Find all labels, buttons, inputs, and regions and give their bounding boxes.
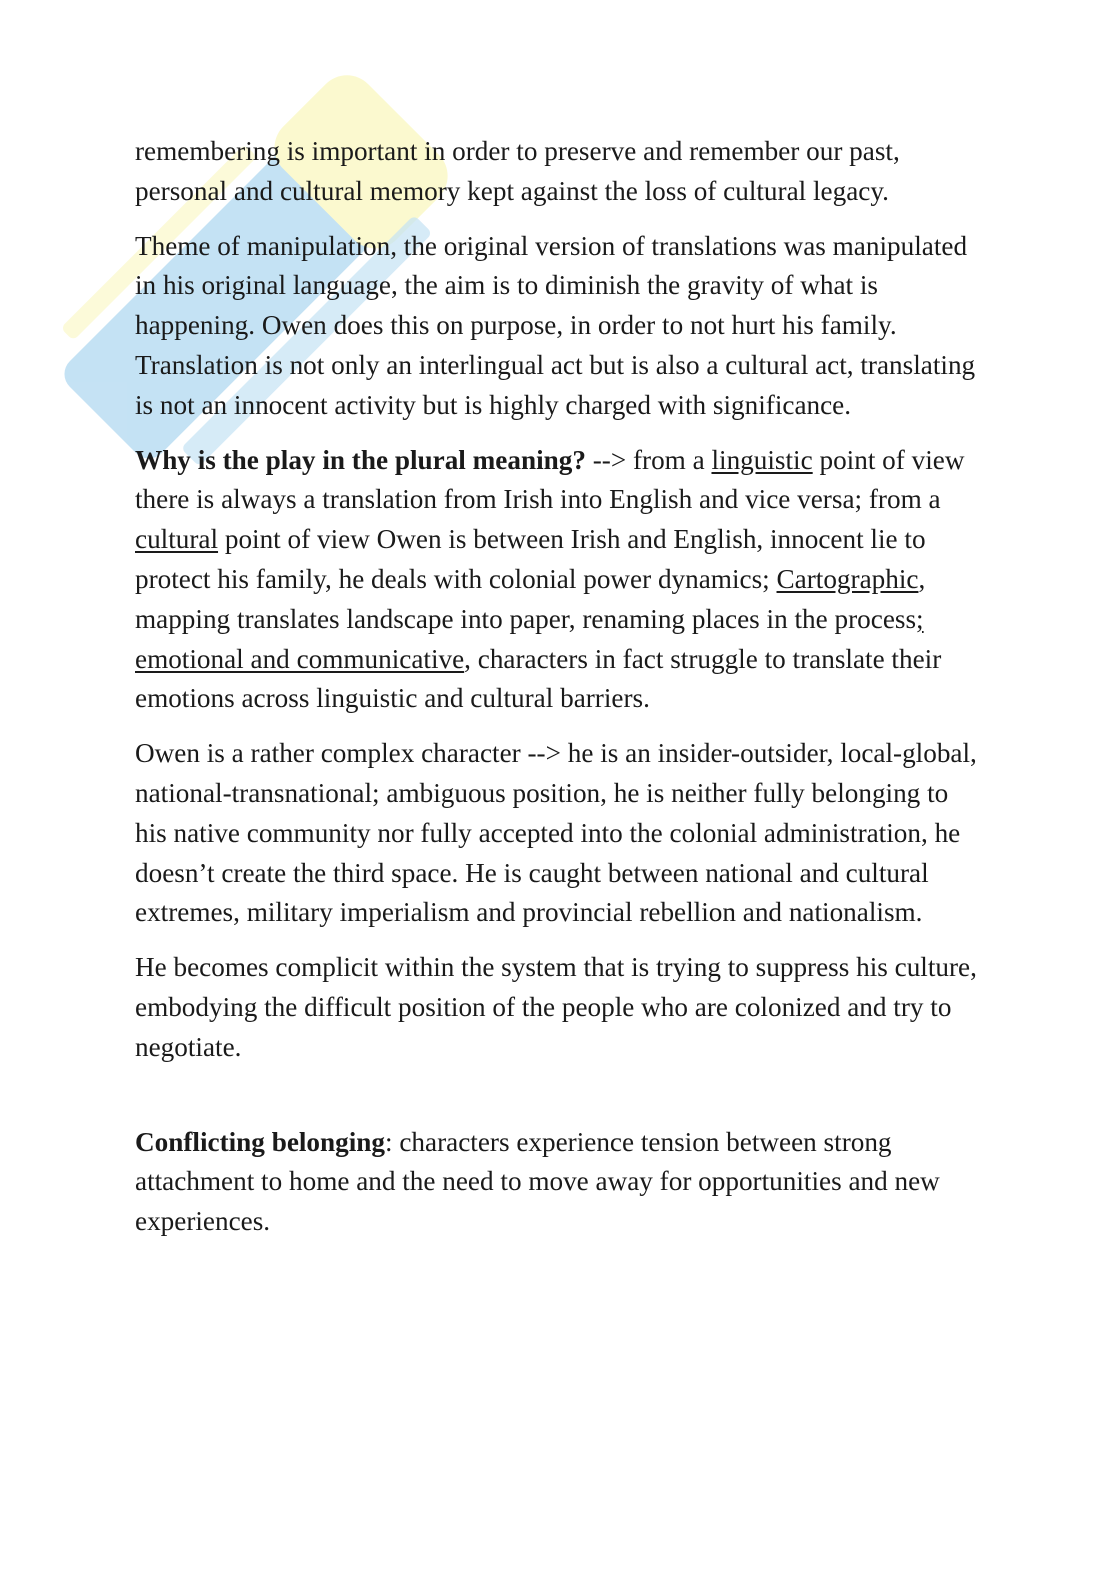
paragraph-owen-character: Owen is a rather complex character --> he is an insider-outsider, local-global, national-transnational; ambiguous position, he is neither fully belonging to his native community nor fully accepted into the colonial administration, he doesn’t create the third space. He is caught between national and cultural extremes, military imperialism and provincial rebellion and nationalism. (135, 738, 977, 928)
paragraph-memory: remembering is important in order to preserve and remember our past, personal and cultural memory kept against the loss of cultural legacy. (135, 136, 900, 206)
underlined-linguistic: linguistic (711, 444, 813, 475)
plural-meaning-text-3: point of view Owen is between Irish and English, innocent lie to protect his family, he deals with colonial power dynamics; (135, 524, 926, 594)
plural-meaning-text-1: --> from a (585, 444, 712, 475)
underlined-cartographic: Cartographic (776, 563, 919, 594)
underlined-emotional-communicative: ; emotional and communicative (135, 603, 924, 674)
paragraph-manipulation: Theme of manipulation, the original version of translations was manipulated in his original language, the aim is to diminish the gravity of what is happening. Owen does this on purpose, in order to not hurt his family. Translation is not only an interlingual act but is also a cultural act, translating is not an innocent activity but is highly charged with significance. (135, 230, 976, 420)
conflicting-belonging-heading: Conflicting belonging (135, 1126, 386, 1157)
paragraph-complicit: He becomes complicit within the system that is trying to suppress his culture, embodying the difficult position of the people who are colonized and try to negotiate. (135, 952, 977, 1062)
conflicting-belonging-text: : characters experience tension between strong attachment to home and the need to move away for opportunities and new experiences. (135, 1126, 940, 1237)
plural-meaning-text-4: , mapping translates landscape into paper, renaming places in the process (135, 563, 926, 634)
plural-meaning-heading: Why is the play in the plural meaning? (135, 444, 586, 475)
document-body (135, 132, 985, 1257)
plural-meaning-text-2: point of view there is always a translation from Irish into English and vice versa; from a (135, 444, 965, 515)
plural-meaning-text-5: , characters in fact struggle to translate their emotions across linguistic and cultural barriers. (135, 643, 942, 714)
paragraph-conflicting-belonging (135, 1123, 985, 1242)
underlined-cultural: cultural (135, 524, 219, 555)
paragraph-plural-meaning (135, 441, 985, 720)
